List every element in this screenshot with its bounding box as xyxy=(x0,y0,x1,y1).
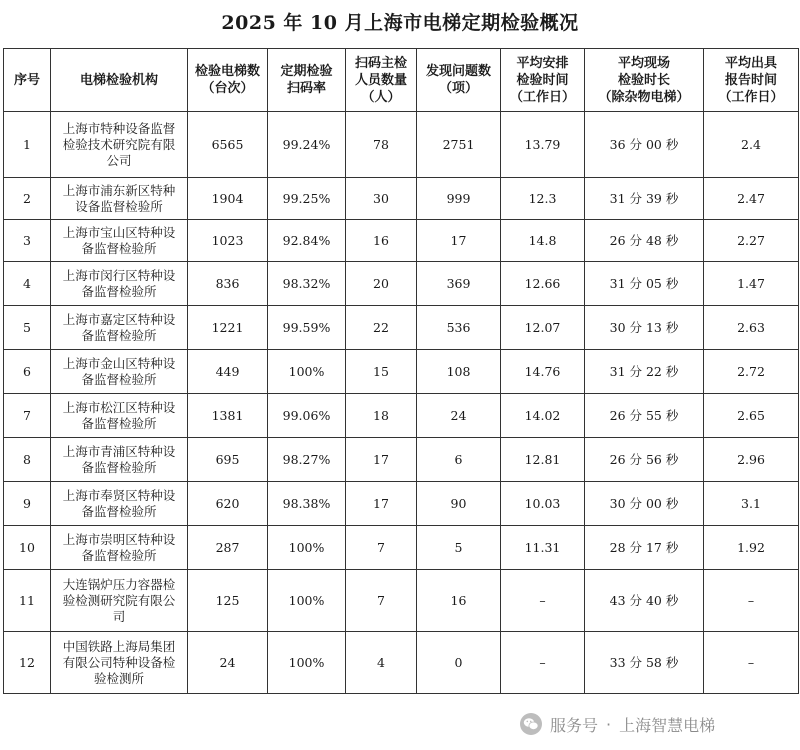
cell-avg-report-time: 2.27 xyxy=(704,220,799,262)
account-type: 服务号 xyxy=(550,715,599,735)
separator: · xyxy=(606,714,612,734)
table-row xyxy=(4,526,799,570)
table-row xyxy=(4,262,799,306)
cell-organization: 上海市嘉定区特种设备监督检验所 xyxy=(51,306,188,350)
cell-index: 1 xyxy=(4,112,51,178)
cell-organization: 上海市特种设备监督检验技术研究院有限公司 xyxy=(51,112,188,178)
cell-avg-schedule-time: 14.02 xyxy=(501,394,585,438)
cell-elevator-count: 836 xyxy=(188,262,268,306)
cell-elevator-count: 125 xyxy=(188,570,268,632)
watermark xyxy=(520,712,715,736)
cell-index: 2 xyxy=(4,178,51,220)
cell-issue-count: 2751 xyxy=(417,112,501,178)
header-scan-rate: 定期检验 扫码率 xyxy=(268,49,346,112)
table-row xyxy=(4,220,799,262)
cell-scan-rate: 99.25% xyxy=(268,178,346,220)
cell-elevator-count: 695 xyxy=(188,438,268,482)
cell-issue-count: 0 xyxy=(417,632,501,694)
cell-avg-schedule-time: 12.07 xyxy=(501,306,585,350)
cell-organization: 上海市闵行区特种设备监督检验所 xyxy=(51,262,188,306)
table-row xyxy=(4,350,799,394)
cell-organization: 上海市浦东新区特种设备监督检验所 xyxy=(51,178,188,220)
cell-issue-count: 17 xyxy=(417,220,501,262)
cell-issue-count: 5 xyxy=(417,526,501,570)
cell-avg-schedule-time: 14.76 xyxy=(501,350,585,394)
table-row xyxy=(4,112,799,178)
cell-avg-schedule-time: – xyxy=(501,570,585,632)
cell-avg-schedule-time: 14.8 xyxy=(501,220,585,262)
cell-avg-onsite-duration: 30 分 13 秒 xyxy=(585,306,704,350)
cell-index: 3 xyxy=(4,220,51,262)
cell-organization: 大连锅炉压力容器检验检测研究院有限公司 xyxy=(51,570,188,632)
cell-avg-onsite-duration: 30 分 00 秒 xyxy=(585,482,704,526)
cell-avg-onsite-duration: 33 分 58 秒 xyxy=(585,632,704,694)
cell-inspector-count: 30 xyxy=(346,178,417,220)
cell-scan-rate: 99.06% xyxy=(268,394,346,438)
cell-elevator-count: 449 xyxy=(188,350,268,394)
cell-avg-schedule-time: 10.03 xyxy=(501,482,585,526)
cell-avg-schedule-time: 12.3 xyxy=(501,178,585,220)
cell-elevator-count: 1381 xyxy=(188,394,268,438)
cell-avg-report-time: 2.72 xyxy=(704,350,799,394)
header-avg-report-time: 平均出具 报告时间 （工作日） xyxy=(704,49,799,112)
cell-issue-count: 536 xyxy=(417,306,501,350)
cell-issue-count: 6 xyxy=(417,438,501,482)
wechat-icon xyxy=(520,713,542,735)
header-organization: 电梯检验机构 xyxy=(51,49,188,112)
cell-organization: 上海市崇明区特种设备监督检验所 xyxy=(51,526,188,570)
header-avg-onsite-duration: 平均现场 检验时长 （除杂物电梯） xyxy=(585,49,704,112)
cell-scan-rate: 98.27% xyxy=(268,438,346,482)
table-row xyxy=(4,394,799,438)
cell-organization: 上海市奉贤区特种设备监督检验所 xyxy=(51,482,188,526)
cell-inspector-count: 4 xyxy=(346,632,417,694)
cell-inspector-count: 22 xyxy=(346,306,417,350)
table-row xyxy=(4,306,799,350)
cell-organization: 上海市松江区特种设备监督检验所 xyxy=(51,394,188,438)
cell-issue-count: 108 xyxy=(417,350,501,394)
cell-scan-rate: 98.32% xyxy=(268,262,346,306)
cell-index: 12 xyxy=(4,632,51,694)
cell-elevator-count: 287 xyxy=(188,526,268,570)
table-body xyxy=(4,112,799,694)
header-elevator-count: 检验电梯数 （台次） xyxy=(188,49,268,112)
cell-elevator-count: 24 xyxy=(188,632,268,694)
inspection-table xyxy=(3,48,799,694)
cell-avg-report-time: 3.1 xyxy=(704,482,799,526)
cell-avg-onsite-duration: 36 分 00 秒 xyxy=(585,112,704,178)
cell-issue-count: 90 xyxy=(417,482,501,526)
cell-organization: 中国铁路上海局集团有限公司特种设备检验检测所 xyxy=(51,632,188,694)
cell-elevator-count: 1221 xyxy=(188,306,268,350)
cell-avg-schedule-time: 12.66 xyxy=(501,262,585,306)
cell-scan-rate: 100% xyxy=(268,632,346,694)
cell-scan-rate: 92.84% xyxy=(268,220,346,262)
table-row xyxy=(4,178,799,220)
cell-issue-count: 999 xyxy=(417,178,501,220)
cell-avg-onsite-duration: 31 分 39 秒 xyxy=(585,178,704,220)
cell-elevator-count: 620 xyxy=(188,482,268,526)
header-index: 序号 xyxy=(4,49,51,112)
cell-avg-onsite-duration: 31 分 05 秒 xyxy=(585,262,704,306)
cell-avg-report-time: 2.65 xyxy=(704,394,799,438)
table-row xyxy=(4,438,799,482)
cell-inspector-count: 78 xyxy=(346,112,417,178)
cell-index: 5 xyxy=(4,306,51,350)
cell-avg-report-time: – xyxy=(704,632,799,694)
cell-issue-count: 24 xyxy=(417,394,501,438)
cell-inspector-count: 7 xyxy=(346,526,417,570)
account-name: 上海智慧电梯 xyxy=(619,715,716,735)
header-inspector-count: 扫码主检 人员数量 （人） xyxy=(346,49,417,112)
cell-issue-count: 16 xyxy=(417,570,501,632)
table-header-row xyxy=(4,49,799,112)
cell-avg-report-time: 2.63 xyxy=(704,306,799,350)
cell-avg-report-time: 2.4 xyxy=(704,112,799,178)
cell-avg-onsite-duration: 28 分 17 秒 xyxy=(585,526,704,570)
cell-index: 6 xyxy=(4,350,51,394)
cell-elevator-count: 6565 xyxy=(188,112,268,178)
cell-avg-onsite-duration: 26 分 56 秒 xyxy=(585,438,704,482)
cell-avg-onsite-duration: 43 分 40 秒 xyxy=(585,570,704,632)
cell-avg-onsite-duration: 31 分 22 秒 xyxy=(585,350,704,394)
cell-avg-onsite-duration: 26 分 48 秒 xyxy=(585,220,704,262)
cell-avg-schedule-time: 11.31 xyxy=(501,526,585,570)
header-issue-count: 发现问题数 （项） xyxy=(417,49,501,112)
cell-avg-onsite-duration: 26 分 55 秒 xyxy=(585,394,704,438)
table-row xyxy=(4,570,799,632)
cell-avg-schedule-time: 13.79 xyxy=(501,112,585,178)
cell-elevator-count: 1904 xyxy=(188,178,268,220)
cell-scan-rate: 99.59% xyxy=(268,306,346,350)
cell-index: 4 xyxy=(4,262,51,306)
cell-issue-count: 369 xyxy=(417,262,501,306)
cell-index: 10 xyxy=(4,526,51,570)
cell-avg-report-time: 1.47 xyxy=(704,262,799,306)
cell-avg-report-time: 1.92 xyxy=(704,526,799,570)
cell-inspector-count: 17 xyxy=(346,482,417,526)
cell-organization: 上海市金山区特种设备监督检验所 xyxy=(51,350,188,394)
table-row xyxy=(4,482,799,526)
cell-avg-schedule-time: – xyxy=(501,632,585,694)
table-row xyxy=(4,632,799,694)
cell-avg-report-time: 2.47 xyxy=(704,178,799,220)
cell-inspector-count: 18 xyxy=(346,394,417,438)
cell-scan-rate: 99.24% xyxy=(268,112,346,178)
cell-inspector-count: 17 xyxy=(346,438,417,482)
cell-scan-rate: 100% xyxy=(268,350,346,394)
cell-index: 11 xyxy=(4,570,51,632)
cell-inspector-count: 7 xyxy=(346,570,417,632)
page-title: 2025 年 10 月上海市电梯定期检验概况 xyxy=(221,12,579,34)
cell-elevator-count: 1023 xyxy=(188,220,268,262)
cell-organization: 上海市青浦区特种设备监督检验所 xyxy=(51,438,188,482)
cell-scan-rate: 100% xyxy=(268,570,346,632)
header-avg-schedule-time: 平均安排 检验时间 （工作日） xyxy=(501,49,585,112)
cell-inspector-count: 20 xyxy=(346,262,417,306)
cell-scan-rate: 100% xyxy=(268,526,346,570)
cell-avg-report-time: – xyxy=(704,570,799,632)
cell-scan-rate: 98.38% xyxy=(268,482,346,526)
cell-avg-schedule-time: 12.81 xyxy=(501,438,585,482)
cell-inspector-count: 15 xyxy=(346,350,417,394)
cell-index: 9 xyxy=(4,482,51,526)
cell-index: 8 xyxy=(4,438,51,482)
cell-inspector-count: 16 xyxy=(346,220,417,262)
cell-index: 7 xyxy=(4,394,51,438)
cell-organization: 上海市宝山区特种设备监督检验所 xyxy=(51,220,188,262)
cell-avg-report-time: 2.96 xyxy=(704,438,799,482)
